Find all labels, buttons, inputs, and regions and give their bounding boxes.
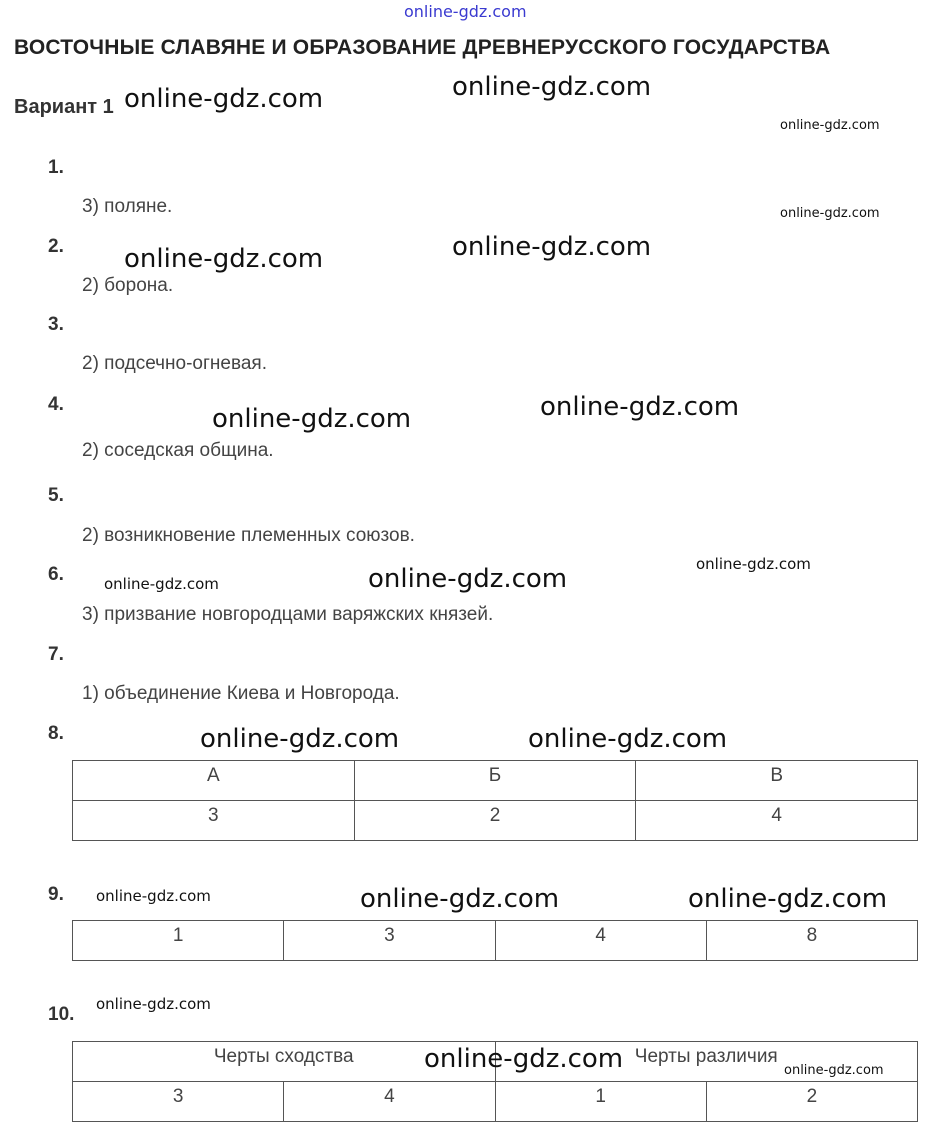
table-header-cell: В: [636, 761, 918, 801]
table-header-cell: Б: [354, 761, 636, 801]
question-number-10: 10.: [48, 1004, 75, 1025]
answer-5: 2) возникновение племенных союзов.: [82, 525, 415, 546]
watermark: online-gdz.com: [696, 555, 811, 573]
watermark: online-gdz.com: [688, 884, 888, 914]
watermark: online-gdz.com: [360, 884, 560, 914]
watermark: online-gdz.com: [424, 1044, 624, 1074]
watermark: online-gdz.com: [212, 404, 412, 434]
watermark: online-gdz.com: [528, 724, 728, 754]
answer-table-8: [72, 760, 918, 841]
table-cell: 4: [495, 921, 706, 961]
table-cell: 4: [284, 1082, 495, 1122]
table-cell: 1: [73, 921, 284, 961]
question-number-2: 2.: [48, 236, 64, 257]
watermark: online-gdz.com: [124, 244, 324, 274]
table-row: [73, 801, 918, 841]
watermark: online-gdz.com: [124, 84, 324, 114]
table-cell: 8: [706, 921, 917, 961]
table-header-cell: Черты сходства: [73, 1042, 496, 1082]
watermark: online-gdz.com: [104, 575, 219, 593]
question-number-6: 6.: [48, 564, 64, 585]
watermark: online-gdz.com: [784, 1063, 884, 1078]
watermark: online-gdz.com: [780, 206, 880, 221]
table-cell: 1: [495, 1082, 706, 1122]
question-number-4: 4.: [48, 394, 64, 415]
question-number-8: 8.: [48, 723, 64, 744]
watermark: online-gdz.com: [452, 72, 652, 102]
answer-1: 3) поляне.: [82, 196, 173, 217]
question-number-7: 7.: [48, 644, 64, 665]
answer-6: 3) призвание новгородцами варяжских князей.: [82, 604, 494, 625]
answer-3: 2) подсечно-огневая.: [82, 353, 267, 374]
answer-table-9: [72, 920, 918, 961]
table-header-cell: Черты различия: [495, 1042, 918, 1082]
watermark: online-gdz.com: [96, 887, 211, 905]
table-row: [73, 761, 918, 801]
watermark: online-gdz.com: [96, 995, 211, 1013]
variant-heading: Вариант 1: [14, 96, 114, 118]
table-cell: 2: [706, 1082, 917, 1122]
answer-7: 1) объединение Киева и Новгорода.: [82, 683, 400, 704]
table-row: [73, 1082, 918, 1122]
table-cell: 3: [284, 921, 495, 961]
table-cell: 2: [354, 801, 636, 841]
table-cell: 4: [636, 801, 918, 841]
watermark: online-gdz.com: [540, 392, 740, 422]
table-cell: 3: [73, 801, 355, 841]
top-watermark: online-gdz.com: [404, 2, 527, 21]
answer-2: 2) борона.: [82, 275, 174, 296]
page-title: ВОСТОЧНЫЕ СЛАВЯНЕ И ОБРАЗОВАНИЕ ДРЕВНЕРУССКОГО ГОСУДАРСТВА: [14, 36, 831, 59]
table-row: [73, 921, 918, 961]
watermark: online-gdz.com: [452, 232, 652, 262]
answer-4: 2) соседская община.: [82, 440, 274, 461]
question-number-9: 9.: [48, 884, 64, 905]
question-number-5: 5.: [48, 485, 64, 506]
watermark: online-gdz.com: [780, 118, 880, 133]
question-number-3: 3.: [48, 314, 64, 335]
watermark: online-gdz.com: [368, 564, 568, 594]
table-header-cell: А: [73, 761, 355, 801]
question-number-1: 1.: [48, 157, 64, 178]
table-cell: 3: [73, 1082, 284, 1122]
watermark: online-gdz.com: [200, 724, 400, 754]
